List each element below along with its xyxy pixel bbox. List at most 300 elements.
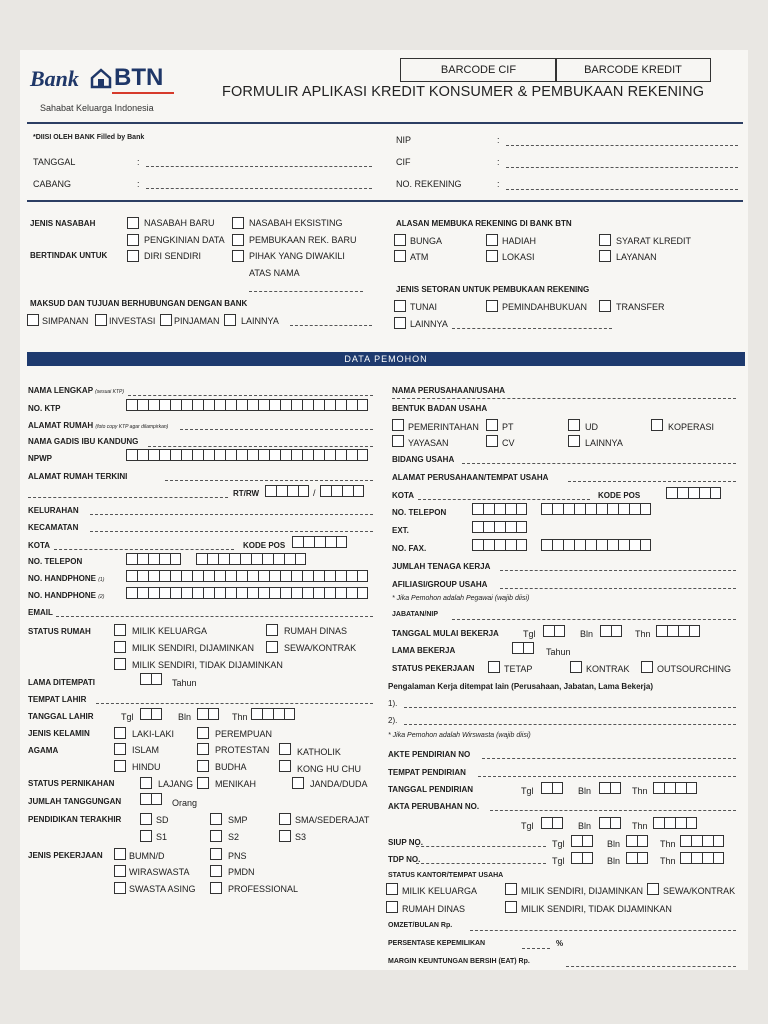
jumlah-tenaga-field[interactable] bbox=[500, 570, 736, 571]
rumah-sewa-checkbox[interactable] bbox=[266, 641, 278, 653]
char-box[interactable] bbox=[675, 817, 686, 829]
char-box[interactable] bbox=[148, 553, 159, 565]
char-box[interactable] bbox=[656, 625, 667, 637]
kode-pos-perusahaan-boxes[interactable] bbox=[666, 487, 721, 499]
char-box[interactable] bbox=[571, 835, 582, 847]
katholik-checkbox[interactable] bbox=[279, 743, 291, 755]
char-box[interactable] bbox=[181, 570, 192, 582]
char-box[interactable] bbox=[543, 625, 554, 637]
char-box[interactable] bbox=[357, 399, 368, 411]
char-box[interactable] bbox=[262, 553, 273, 565]
char-box[interactable] bbox=[541, 782, 552, 794]
swasta-asing-checkbox[interactable] bbox=[114, 882, 126, 894]
char-box[interactable] bbox=[214, 570, 225, 582]
lajang-checkbox[interactable] bbox=[140, 777, 152, 789]
char-box[interactable] bbox=[302, 449, 313, 461]
char-box[interactable] bbox=[126, 587, 137, 599]
atas-nama-field[interactable] bbox=[249, 291, 363, 292]
char-box[interactable] bbox=[251, 553, 262, 565]
smp-checkbox[interactable] bbox=[210, 813, 222, 825]
char-box[interactable] bbox=[214, 449, 225, 461]
char-box[interactable] bbox=[287, 485, 298, 497]
char-box[interactable] bbox=[516, 539, 527, 551]
char-box[interactable] bbox=[236, 449, 247, 461]
char-box[interactable] bbox=[303, 536, 314, 548]
char-box[interactable] bbox=[181, 449, 192, 461]
char-box[interactable] bbox=[331, 485, 342, 497]
cv-checkbox[interactable] bbox=[486, 435, 498, 447]
bidang-usaha-field[interactable] bbox=[462, 463, 736, 464]
char-box[interactable] bbox=[258, 570, 269, 582]
char-box[interactable] bbox=[159, 399, 170, 411]
kota-perusahaan-field[interactable] bbox=[418, 499, 590, 500]
char-box[interactable] bbox=[637, 852, 648, 864]
char-box[interactable] bbox=[324, 399, 335, 411]
char-box[interactable] bbox=[126, 399, 137, 411]
sma-checkbox[interactable] bbox=[279, 813, 291, 825]
char-box[interactable] bbox=[571, 852, 582, 864]
tdp-thn-boxes[interactable] bbox=[680, 852, 724, 864]
char-box[interactable] bbox=[472, 521, 483, 533]
char-box[interactable] bbox=[313, 399, 324, 411]
char-box[interactable] bbox=[159, 587, 170, 599]
outsourcing-checkbox[interactable] bbox=[641, 661, 653, 673]
char-box[interactable] bbox=[218, 553, 229, 565]
tdp-bln-boxes[interactable] bbox=[626, 852, 648, 864]
char-box[interactable] bbox=[596, 503, 607, 515]
char-box[interactable] bbox=[137, 553, 148, 565]
bunga-checkbox[interactable] bbox=[394, 234, 406, 246]
siup-thn-boxes[interactable] bbox=[680, 835, 724, 847]
mulai-tgl-boxes[interactable] bbox=[543, 625, 565, 637]
wiraswasta-checkbox[interactable] bbox=[114, 865, 126, 877]
char-box[interactable] bbox=[335, 399, 346, 411]
char-box[interactable] bbox=[541, 539, 552, 551]
char-box[interactable] bbox=[207, 553, 218, 565]
lahir-thn-boxes[interactable] bbox=[251, 708, 295, 720]
char-box[interactable] bbox=[251, 708, 262, 720]
char-box[interactable] bbox=[582, 835, 593, 847]
diri-sendiri-checkbox[interactable] bbox=[127, 250, 139, 262]
char-box[interactable] bbox=[691, 852, 702, 864]
char-box[interactable] bbox=[346, 570, 357, 582]
char-box[interactable] bbox=[325, 536, 336, 548]
kantor-milik-keluarga-checkbox[interactable] bbox=[386, 883, 398, 895]
char-box[interactable] bbox=[225, 449, 236, 461]
rumah-tidak-dijaminkan-checkbox[interactable] bbox=[114, 658, 126, 670]
char-box[interactable] bbox=[203, 449, 214, 461]
char-box[interactable] bbox=[229, 553, 240, 565]
char-box[interactable] bbox=[196, 553, 207, 565]
char-box[interactable] bbox=[291, 399, 302, 411]
char-box[interactable] bbox=[269, 570, 280, 582]
alamat-terkini-field-2[interactable] bbox=[28, 497, 228, 498]
char-box[interactable] bbox=[653, 782, 664, 794]
char-box[interactable] bbox=[713, 835, 724, 847]
char-box[interactable] bbox=[541, 503, 552, 515]
pengkinian-data-checkbox[interactable] bbox=[127, 234, 139, 246]
char-box[interactable] bbox=[512, 642, 523, 654]
char-box[interactable] bbox=[302, 399, 313, 411]
char-box[interactable] bbox=[563, 503, 574, 515]
telepon-area-boxes[interactable] bbox=[126, 553, 181, 565]
kelurahan-field[interactable] bbox=[90, 514, 373, 515]
tanggungan-boxes[interactable] bbox=[140, 793, 162, 805]
char-box[interactable] bbox=[159, 570, 170, 582]
persentase-field[interactable] bbox=[522, 948, 550, 949]
akta-perubahan-field[interactable] bbox=[490, 810, 736, 811]
char-box[interactable] bbox=[335, 570, 346, 582]
mulai-thn-boxes[interactable] bbox=[656, 625, 700, 637]
char-box[interactable] bbox=[582, 852, 593, 864]
char-box[interactable] bbox=[181, 399, 192, 411]
char-box[interactable] bbox=[137, 587, 148, 599]
char-box[interactable] bbox=[214, 587, 225, 599]
char-box[interactable] bbox=[626, 835, 637, 847]
yayasan-checkbox[interactable] bbox=[392, 435, 404, 447]
char-box[interactable] bbox=[140, 673, 151, 685]
char-box[interactable] bbox=[236, 399, 247, 411]
char-box[interactable] bbox=[637, 835, 648, 847]
char-box[interactable] bbox=[314, 536, 325, 548]
ext-boxes[interactable] bbox=[472, 521, 527, 533]
char-box[interactable] bbox=[137, 399, 148, 411]
char-box[interactable] bbox=[675, 782, 686, 794]
char-box[interactable] bbox=[126, 553, 137, 565]
char-box[interactable] bbox=[574, 503, 585, 515]
janda-checkbox[interactable] bbox=[292, 777, 304, 789]
char-box[interactable] bbox=[295, 553, 306, 565]
char-box[interactable] bbox=[702, 852, 713, 864]
syarat-kredit-checkbox[interactable] bbox=[599, 234, 611, 246]
char-box[interactable] bbox=[203, 570, 214, 582]
char-box[interactable] bbox=[483, 503, 494, 515]
tempat-lahir-field[interactable] bbox=[96, 703, 373, 704]
char-box[interactable] bbox=[151, 673, 162, 685]
no-rekening-field[interactable] bbox=[506, 189, 738, 190]
konghucu-checkbox[interactable] bbox=[279, 760, 291, 772]
char-box[interactable] bbox=[552, 539, 563, 551]
setoran-lainnya-field[interactable] bbox=[452, 328, 612, 329]
char-box[interactable] bbox=[552, 503, 563, 515]
char-box[interactable] bbox=[192, 570, 203, 582]
char-box[interactable] bbox=[686, 817, 697, 829]
fax-area-boxes[interactable] bbox=[472, 539, 527, 551]
char-box[interactable] bbox=[666, 487, 677, 499]
char-box[interactable] bbox=[678, 625, 689, 637]
char-box[interactable] bbox=[516, 503, 527, 515]
laki-laki-checkbox[interactable] bbox=[114, 727, 126, 739]
char-box[interactable] bbox=[247, 449, 258, 461]
pendirian-tgl-boxes[interactable] bbox=[541, 782, 563, 794]
char-box[interactable] bbox=[159, 553, 170, 565]
char-box[interactable] bbox=[618, 539, 629, 551]
pihak-diwakili-checkbox[interactable] bbox=[232, 250, 244, 262]
char-box[interactable] bbox=[691, 835, 702, 847]
protestan-checkbox[interactable] bbox=[197, 743, 209, 755]
char-box[interactable] bbox=[225, 399, 236, 411]
char-box[interactable] bbox=[313, 570, 324, 582]
char-box[interactable] bbox=[247, 570, 258, 582]
kantor-dijaminkan-checkbox[interactable] bbox=[505, 883, 517, 895]
char-box[interactable] bbox=[472, 539, 483, 551]
tempat-pendirian-field[interactable] bbox=[478, 776, 736, 777]
char-box[interactable] bbox=[686, 782, 697, 794]
char-box[interactable] bbox=[607, 539, 618, 551]
char-box[interactable] bbox=[269, 449, 280, 461]
lama-bekerja-boxes[interactable] bbox=[512, 642, 534, 654]
alamat-perusahaan-field[interactable] bbox=[568, 481, 736, 482]
pendirian-thn-boxes[interactable] bbox=[653, 782, 697, 794]
char-box[interactable] bbox=[689, 625, 700, 637]
menikah-checkbox[interactable] bbox=[197, 777, 209, 789]
char-box[interactable] bbox=[313, 587, 324, 599]
rw-boxes[interactable] bbox=[320, 485, 364, 497]
char-box[interactable] bbox=[640, 503, 651, 515]
char-box[interactable] bbox=[346, 587, 357, 599]
char-box[interactable] bbox=[324, 587, 335, 599]
atm-checkbox[interactable] bbox=[394, 250, 406, 262]
char-box[interactable] bbox=[596, 539, 607, 551]
char-box[interactable] bbox=[554, 625, 565, 637]
siup-bln-boxes[interactable] bbox=[626, 835, 648, 847]
char-box[interactable] bbox=[552, 817, 563, 829]
char-box[interactable] bbox=[599, 782, 610, 794]
lainnya-checkbox[interactable] bbox=[224, 314, 236, 326]
char-box[interactable] bbox=[203, 399, 214, 411]
s1-checkbox[interactable] bbox=[140, 830, 152, 842]
koperasi-checkbox[interactable] bbox=[651, 419, 663, 431]
setoran-lainnya-checkbox[interactable] bbox=[394, 317, 406, 329]
kontrak-checkbox[interactable] bbox=[570, 661, 582, 673]
pengalaman-2-field[interactable] bbox=[404, 724, 736, 725]
char-box[interactable] bbox=[607, 503, 618, 515]
fax-number-boxes[interactable] bbox=[541, 539, 651, 551]
mulai-bln-boxes[interactable] bbox=[600, 625, 622, 637]
investasi-checkbox[interactable] bbox=[95, 314, 107, 326]
kantor-rumah-dinas-checkbox[interactable] bbox=[386, 901, 398, 913]
char-box[interactable] bbox=[148, 399, 159, 411]
kota-field[interactable] bbox=[54, 549, 234, 550]
pembukaan-rek-baru-checkbox[interactable] bbox=[232, 234, 244, 246]
char-box[interactable] bbox=[599, 817, 610, 829]
char-box[interactable] bbox=[280, 449, 291, 461]
bumn-checkbox[interactable] bbox=[114, 848, 126, 860]
pmdn-checkbox[interactable] bbox=[210, 865, 222, 877]
char-box[interactable] bbox=[702, 835, 713, 847]
transfer-checkbox[interactable] bbox=[599, 300, 611, 312]
char-box[interactable] bbox=[302, 587, 313, 599]
char-box[interactable] bbox=[710, 487, 721, 499]
char-box[interactable] bbox=[541, 817, 552, 829]
char-box[interactable] bbox=[505, 539, 516, 551]
char-box[interactable] bbox=[280, 570, 291, 582]
char-box[interactable] bbox=[552, 782, 563, 794]
char-box[interactable] bbox=[265, 485, 276, 497]
char-box[interactable] bbox=[640, 539, 651, 551]
perempuan-checkbox[interactable] bbox=[197, 727, 209, 739]
lahir-bln-boxes[interactable] bbox=[197, 708, 219, 720]
hp2-boxes[interactable] bbox=[126, 587, 368, 599]
hp1-boxes[interactable] bbox=[126, 570, 368, 582]
char-box[interactable] bbox=[353, 485, 364, 497]
char-box[interactable] bbox=[240, 553, 251, 565]
hindu-checkbox[interactable] bbox=[114, 760, 126, 772]
pemerintahan-checkbox[interactable] bbox=[392, 419, 404, 431]
char-box[interactable] bbox=[713, 852, 724, 864]
rumah-dinas-checkbox[interactable] bbox=[266, 624, 278, 636]
lokasi-checkbox[interactable] bbox=[486, 250, 498, 262]
sd-checkbox[interactable] bbox=[140, 813, 152, 825]
nama-ibu-field[interactable] bbox=[148, 446, 373, 447]
char-box[interactable] bbox=[192, 399, 203, 411]
tanggal-field[interactable] bbox=[146, 166, 372, 167]
char-box[interactable] bbox=[324, 570, 335, 582]
char-box[interactable] bbox=[699, 487, 710, 499]
char-box[interactable] bbox=[357, 587, 368, 599]
siup-tgl-boxes[interactable] bbox=[571, 835, 593, 847]
char-box[interactable] bbox=[483, 539, 494, 551]
telepon-perusahaan-area-boxes[interactable] bbox=[472, 503, 527, 515]
char-box[interactable] bbox=[236, 570, 247, 582]
char-box[interactable] bbox=[170, 553, 181, 565]
perubahan-thn-boxes[interactable] bbox=[653, 817, 697, 829]
char-box[interactable] bbox=[247, 587, 258, 599]
kecamatan-field[interactable] bbox=[90, 531, 373, 532]
char-box[interactable] bbox=[170, 399, 181, 411]
telepon-perusahaan-number-boxes[interactable] bbox=[541, 503, 651, 515]
char-box[interactable] bbox=[192, 449, 203, 461]
char-box[interactable] bbox=[197, 708, 208, 720]
rt-boxes[interactable] bbox=[265, 485, 309, 497]
omzet-field[interactable] bbox=[470, 930, 736, 931]
char-box[interactable] bbox=[225, 587, 236, 599]
char-box[interactable] bbox=[170, 587, 181, 599]
char-box[interactable] bbox=[320, 485, 331, 497]
layanan-checkbox[interactable] bbox=[599, 250, 611, 262]
char-box[interactable] bbox=[667, 625, 678, 637]
ud-checkbox[interactable] bbox=[568, 419, 580, 431]
char-box[interactable] bbox=[688, 487, 699, 499]
char-box[interactable] bbox=[208, 708, 219, 720]
char-box[interactable] bbox=[505, 503, 516, 515]
tdp-tgl-boxes[interactable] bbox=[571, 852, 593, 864]
akte-field[interactable] bbox=[482, 758, 736, 759]
maksud-lainnya-field[interactable] bbox=[290, 325, 372, 326]
char-box[interactable] bbox=[346, 449, 357, 461]
char-box[interactable] bbox=[273, 553, 284, 565]
char-box[interactable] bbox=[585, 539, 596, 551]
char-box[interactable] bbox=[357, 449, 368, 461]
margin-field[interactable] bbox=[566, 966, 736, 967]
char-box[interactable] bbox=[170, 449, 181, 461]
char-box[interactable] bbox=[618, 503, 629, 515]
char-box[interactable] bbox=[516, 521, 527, 533]
char-box[interactable] bbox=[335, 449, 346, 461]
char-box[interactable] bbox=[292, 536, 303, 548]
char-box[interactable] bbox=[284, 708, 295, 720]
char-box[interactable] bbox=[664, 817, 675, 829]
jabatan-field[interactable] bbox=[452, 619, 736, 620]
cif-field[interactable] bbox=[506, 167, 738, 168]
char-box[interactable] bbox=[181, 587, 192, 599]
siup-field[interactable] bbox=[416, 846, 546, 847]
char-box[interactable] bbox=[258, 587, 269, 599]
char-box[interactable] bbox=[262, 708, 273, 720]
s2-checkbox[interactable] bbox=[210, 830, 222, 842]
char-box[interactable] bbox=[291, 570, 302, 582]
cabang-field[interactable] bbox=[146, 188, 372, 189]
char-box[interactable] bbox=[585, 503, 596, 515]
char-box[interactable] bbox=[148, 587, 159, 599]
simpanan-checkbox[interactable] bbox=[27, 314, 39, 326]
char-box[interactable] bbox=[346, 399, 357, 411]
char-box[interactable] bbox=[313, 449, 324, 461]
char-box[interactable] bbox=[626, 852, 637, 864]
char-box[interactable] bbox=[680, 835, 691, 847]
char-box[interactable] bbox=[137, 449, 148, 461]
char-box[interactable] bbox=[472, 503, 483, 515]
char-box[interactable] bbox=[653, 817, 664, 829]
char-box[interactable] bbox=[269, 399, 280, 411]
char-box[interactable] bbox=[505, 521, 516, 533]
char-box[interactable] bbox=[258, 399, 269, 411]
char-box[interactable] bbox=[192, 587, 203, 599]
kode-pos-boxes[interactable] bbox=[292, 536, 347, 548]
char-box[interactable] bbox=[342, 485, 353, 497]
char-box[interactable] bbox=[247, 399, 258, 411]
char-box[interactable] bbox=[126, 449, 137, 461]
pemindahbukuan-checkbox[interactable] bbox=[486, 300, 498, 312]
nama-lengkap-field[interactable] bbox=[128, 395, 373, 396]
char-box[interactable] bbox=[291, 587, 302, 599]
char-box[interactable] bbox=[126, 570, 137, 582]
rumah-dijaminkan-checkbox[interactable] bbox=[114, 641, 126, 653]
char-box[interactable] bbox=[494, 521, 505, 533]
char-box[interactable] bbox=[664, 782, 675, 794]
tetap-checkbox[interactable] bbox=[488, 661, 500, 673]
nasabah-baru-checkbox[interactable] bbox=[127, 217, 139, 229]
pt-checkbox[interactable] bbox=[486, 419, 498, 431]
tunai-checkbox[interactable] bbox=[394, 300, 406, 312]
hadiah-checkbox[interactable] bbox=[486, 234, 498, 246]
char-box[interactable] bbox=[137, 570, 148, 582]
char-box[interactable] bbox=[483, 521, 494, 533]
pengalaman-1-field[interactable] bbox=[404, 707, 736, 708]
char-box[interactable] bbox=[629, 539, 640, 551]
kantor-tidak-dijaminkan-checkbox[interactable] bbox=[505, 901, 517, 913]
nama-perusahaan-field[interactable] bbox=[392, 398, 736, 399]
char-box[interactable] bbox=[140, 708, 151, 720]
char-box[interactable] bbox=[258, 449, 269, 461]
char-box[interactable] bbox=[151, 793, 162, 805]
nip-field[interactable] bbox=[506, 145, 738, 146]
char-box[interactable] bbox=[273, 708, 284, 720]
char-box[interactable] bbox=[335, 587, 346, 599]
professional-checkbox[interactable] bbox=[210, 882, 222, 894]
alamat-rumah-field[interactable] bbox=[180, 429, 373, 430]
char-box[interactable] bbox=[148, 570, 159, 582]
char-box[interactable] bbox=[203, 587, 214, 599]
perubahan-tgl-boxes[interactable] bbox=[541, 817, 563, 829]
char-box[interactable] bbox=[159, 449, 170, 461]
char-box[interactable] bbox=[170, 570, 181, 582]
char-box[interactable] bbox=[610, 817, 621, 829]
char-box[interactable] bbox=[629, 503, 640, 515]
char-box[interactable] bbox=[214, 399, 225, 411]
alamat-terkini-field[interactable] bbox=[165, 480, 373, 481]
pendirian-bln-boxes[interactable] bbox=[599, 782, 621, 794]
